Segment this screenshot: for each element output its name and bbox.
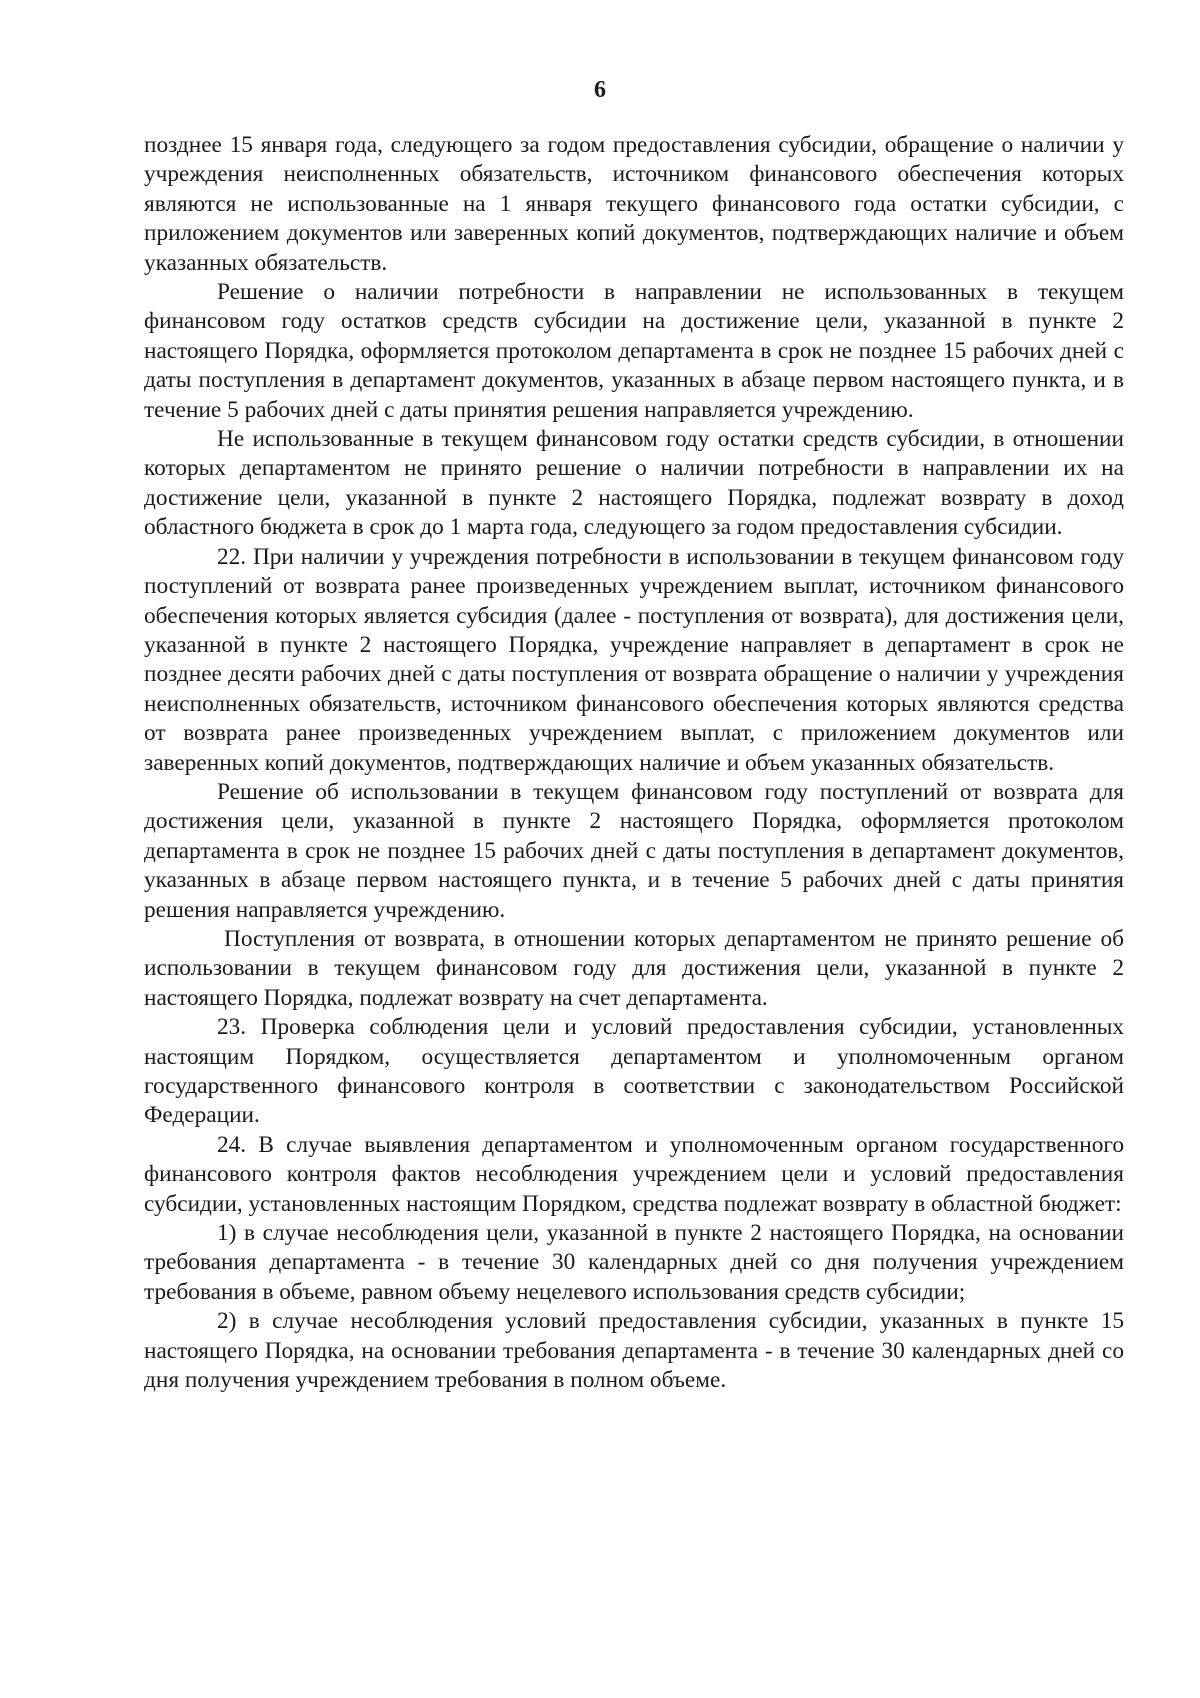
paragraph-subitem-2: 2) в случае несоблюдения условий предоставления субсидии, указанных в пункте 15 настоящего Порядка, на основании требования департамента - в течение 30 календарных дней со дня получения учреждением требования в полном объеме. xyxy=(144,1308,1124,1394)
paragraph-continuation: позднее 15 января года, следующего за годом предоставления субсидии, обращение о наличии у учреждения неисполненных обязательств, источником финансового обеспечения которых являются не использованные на 1 января текущего финансового года остатки субсидии, с приложением документов или заверенных копий документов, подтверждающих наличие и объем указанных обязательств. xyxy=(144,132,1124,276)
document-body xyxy=(144,131,1124,1395)
paragraph-decision-receipts: Решение об использовании в текущем финансовом году поступлений от возврата для достижения цели, указанной в пункте 2 настоящего Порядка, оформляется протоколом департамента в срок не позднее 15 рабочих дней с даты поступления в департамент документов, указанных в абзаце первом настоящего пункта, и в течение 5 рабочих дней с даты принятия решения направляется учреждению. xyxy=(144,778,1124,923)
paragraph-unused-remains: Не использованные в текущем финансовом году остатки средств субсидии, в отношении которых департаментом не принято решение о наличии потребности в направлении их на достижение цели, указанной в пункте 2 настоящего Порядка, подлежат возврату в доход областного бюджета в срок до 1 марта года, следующего за годом предоставления субсидии. xyxy=(144,426,1124,541)
paragraph-subitem-1: 1) в случае несоблюдения цели, указанной в пункте 2 настоящего Порядка, на основании требования департамента - в течение 30 календарных дней со дня получения учреждением требования в объеме, равном объему нецелевого использования средств субсидии; xyxy=(144,1220,1124,1305)
page-number: 6 xyxy=(594,77,606,103)
paragraph-item-24: 24. В случае выявления департаментом и уполномоченным органом государственного финансового контроля фактов несоблюдения учреждением цели и условий предоставления субсидии, установленных настоящим Порядком, средства подлежат возврату в областной бюджет: xyxy=(144,1131,1124,1217)
paragraph-decision-remains: Решение о наличии потребности в направлении не использованных в текущем финансовом году остатков средств субсидии на достижение цели, указанной в пункте 2 настоящего Порядка, оформляется протоколом департамента в срок не позднее 15 рабочих дней с даты поступления в департамент документов, указанных в абзаце первом настоящего пункта, и в течение 5 рабочих дней с даты принятия решения направляется учреждению. xyxy=(144,279,1124,423)
paragraph-receipts-return: Поступления от возврата, в отношении которых департаментом не принято решение об использовании в текущем финансовом году для достижения цели, указанной в пункте 2 настоящего Порядка, подлежат возврату на счет департамента. xyxy=(144,925,1124,1011)
paragraph-item-23: 23. Проверка соблюдения цели и условий предоставления субсидии, установленных настоящим Порядком, осуществляется департаментом и уполномоченным органом государственного финансового контроля в соответствии с законодательством Российской Федерации. xyxy=(144,1014,1124,1129)
paragraph-item-22: 22. При наличии у учреждения потребности в использовании в текущем финансовом году поступлений от возврата ранее произведенных учреждением выплат, источником финансового обеспечения которых является субсидия (далее - поступления от возврата), для достижения цели, указанной в пункте 2 настоящего Порядка, учреждение направляет в департамент в срок не позднее десяти рабочих дней с даты поступления от возврата обращение о наличии у учреждения неисполненных обязательств, источником финансового обеспечения которых являются средства от возврата ранее произведенных учреждением выплат, с приложением документов или заверенных копий документов, подтверждающих наличие и объем указанных обязательств. xyxy=(144,543,1124,776)
